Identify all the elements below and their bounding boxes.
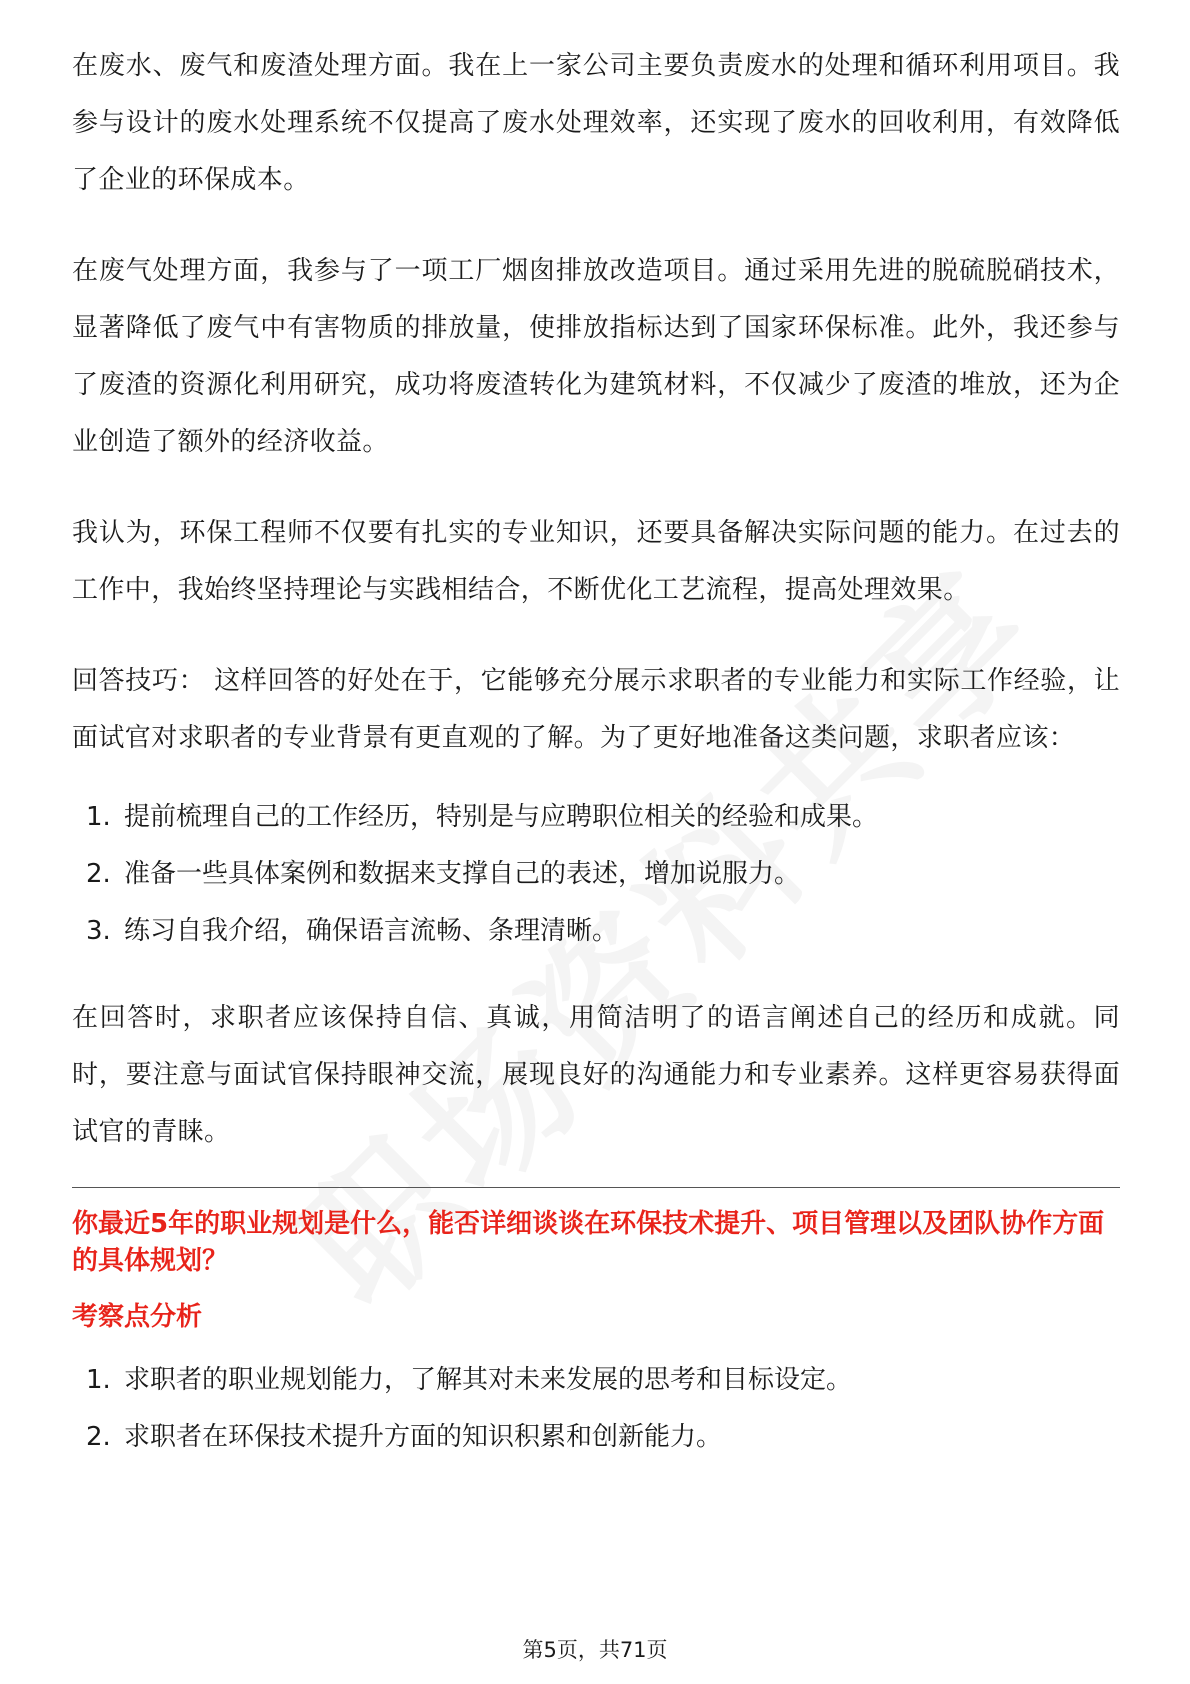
list-item-text: 提前梳理自己的工作经历，特别是与应聘职位相关的经验和成果。 xyxy=(124,802,879,832)
list-item-number: 2. xyxy=(86,859,111,889)
list-item xyxy=(72,1352,1120,1409)
interview-question: 你最近5年的职业规划是什么，能否详细谈谈在环保技术提升、项目管理以及团队协作方面的具体规划？ xyxy=(72,1209,1105,1276)
page-footer: 第5页，共71页 xyxy=(522,1638,668,1662)
paragraph-waste-treatment: 在废水、废气和废渣处理方面。我在上一家公司主要负责废水的处理和循环利用项目。我参与设计的废水处理系统不仅提高了废水处理效率，还实现了废水的回收利用，有效降低了企业的环保成本。 xyxy=(72,51,1120,195)
list-item-text: 求职者在环保技术提升方面的知识积累和创新能力。 xyxy=(124,1422,723,1452)
list-item-number: 1. xyxy=(86,1365,111,1395)
paragraph-answer-tips: 回答技巧： 这样回答的好处在于，它能够充分展示求职者的专业能力和实际工作经验，让面试官对求职者的专业背景有更直观的了解。为了更好地准备这类问题，求职者应该： xyxy=(72,666,1120,753)
list-item xyxy=(72,903,1120,960)
list-item-number: 3. xyxy=(86,916,111,946)
list-item-text: 准备一些具体案例和数据来支撑自己的表述，增加说服力。 xyxy=(124,859,801,889)
list-item xyxy=(72,1409,1120,1466)
paragraph-closing: 在回答时，求职者应该保持自信、真诚，用简洁明了的语言阐述自己的经历和成就。同时，要注意与面试官保持眼神交流，展现良好的沟通能力和专业素养。这样更容易获得面试官的青睐。 xyxy=(72,1003,1120,1147)
list-item xyxy=(72,846,1120,903)
tips-list xyxy=(72,789,1120,960)
document-page xyxy=(72,38,1120,1496)
paragraph-engineer-view: 我认为，环保工程师不仅要有扎实的专业知识，还要具备解决实际问题的能力。在过去的工作中，我始终坚持理论与实践相结合，不断优化工艺流程，提高处理效果。 xyxy=(72,518,1120,605)
list-item-text: 求职者的职业规划能力，了解其对未来发展的思考和目标设定。 xyxy=(124,1365,853,1395)
analysis-heading: 考察点分析 xyxy=(72,1302,203,1332)
list-item xyxy=(72,789,1120,846)
list-item-text: 练习自我介绍，确保语言流畅、条理清晰。 xyxy=(124,916,619,946)
paragraph-exhaust-treatment: 在废气处理方面，我参与了一项工厂烟囱排放改造项目。通过采用先进的脱硫脱硝技术，显著降低了废气中有害物质的排放量，使排放指标达到了国家环保标准。此外，我还参与了废渣的资源化利用研究，成功将废渣转化为建筑材料，不仅减少了废渣的堆放，还为企业创造了额外的经济收益。 xyxy=(72,256,1120,457)
analysis-list xyxy=(72,1352,1120,1466)
list-item-number: 1. xyxy=(86,802,111,832)
list-item-number: 2. xyxy=(86,1422,111,1452)
section-divider xyxy=(72,1187,1120,1188)
